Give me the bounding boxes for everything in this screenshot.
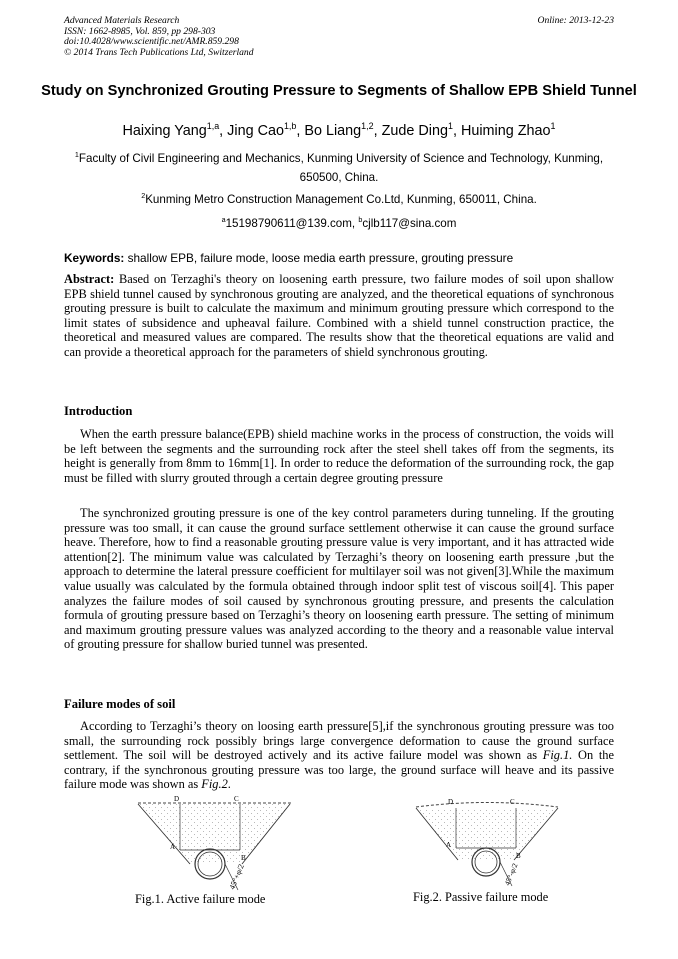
point-a-label: A xyxy=(446,841,452,849)
affiliation-2: $^2$Kunming Metro Construction Management Co.Ltd, Kunming, 650011, China. xyxy=(141,191,537,206)
author-sup: 1,2 xyxy=(361,121,374,132)
paper-title: Study on Synchronized Grouting Pressure to Segments of Shallow EPB Shield Tunnel xyxy=(41,83,637,99)
point-b-label: B xyxy=(516,852,521,860)
angle-label: 45°+φ/2 xyxy=(227,862,246,891)
abstract-text: Based on Terzaghi's theory on loosening earth pressure, two failure modes of soil upon shallow EPB shield tunnel caused by synchronous grouting are analyzed, and the theoretical equations of synchronous grouting pressure is built to calculate the maximum and minimum grouting pressure which correspond to the limit states of subsidence and upheaval failure. Combined with a shield tunnel construction practice, the theoretical and measured values are compared. The results show that the theoretical equations are valid and can provide a theoretical approach for the parameters of shield synchronous grouting. xyxy=(64,272,614,359)
point-a-label: A xyxy=(170,843,176,851)
point-d-label: D xyxy=(448,798,454,806)
point-b-label: B xyxy=(241,854,246,862)
soil-wedge xyxy=(138,804,290,864)
point-c-label: C xyxy=(234,795,239,803)
fig2-reference[interactable]: Fig.2 xyxy=(201,777,228,792)
affiliation-1: $^1$Faculty of Civil Engineering and Mechanics, Kunming University of Science and Technology, Kunming, 650500, China. xyxy=(74,150,604,184)
abstract xyxy=(64,272,614,360)
intro-paragraph-2: The synchronized grouting pressure is one of the key control parameters during tunneling. If the grouting pressure was too small, it can cause the ground surface settlement otherwise it can cause the ground surface heave. Therefore, how to find a reasonable grouting pressure value is very important, and it has attracted wide attention[2]. The minimum value was calculated by Terzaghi’s theory on loosening earth pressure ,but the approach to determine the lateral pressure coefficient for multilayer soil was not given[3].While the maximum value usually was calculated by the formula obtained through indoor split test of viscous soil[4]. This paper analyzes the failure modes of soil caused by synchronous grouting pressure, and presents the calculation formula of grouting pressure based on Terzaghi’s theory on loosening earth pressure. The setting of minimum and maximum grouting pressure values was analyzed according to the theory and a reasonable value interval of grouting pressure for shallow buried tunnel was presented. xyxy=(64,506,614,652)
author-sup: 1 xyxy=(447,121,453,132)
abstract-label: Abstract: xyxy=(64,272,115,286)
failure-paragraph: According to Terzaghi’s theory on loosing earth pressure[5],if the synchronous grouting pressure was too small, the surrounding rock possibly brings large convergence deformation to cause the ground surface settlement. The soil will be destroyed actively and its active failure model was shown as Fig.1. On the contrary, if the synchronous grouting pressure was too large, the ground surface will heave and its passive failure mode was shown as Fig.2. xyxy=(64,719,614,792)
running-header xyxy=(64,16,254,58)
author-name: Jing Cao xyxy=(227,123,284,139)
author-sup: 1,b xyxy=(283,121,297,132)
author-list: Haixing Yang$^{1,a}$, Jing Cao$^{1,b}$, Bo Liang$^{1,2}$, Zude Ding$^1$, Huiming Zhao$^1$ xyxy=(122,121,556,139)
copyright-line: © 2014 Trans Tech Publications Ltd, Switzerland xyxy=(64,46,254,58)
figure-1-active-failure-diagram xyxy=(130,794,300,892)
heaved-ground-line xyxy=(416,803,558,808)
author-name: Huiming Zhao xyxy=(460,123,551,139)
figure-2-passive-failure-diagram xyxy=(410,794,560,890)
failure-modes-heading: Failure modes of soil xyxy=(64,697,176,711)
keywords xyxy=(64,250,513,266)
keywords-text: shallow EPB, failure mode, loose media earth pressure, grouting pressure xyxy=(127,251,514,265)
author-sup: 1 xyxy=(550,121,556,132)
introduction-heading: Introduction xyxy=(64,404,133,418)
author-name: Zude Ding xyxy=(381,123,448,139)
doi-line: doi:10.4028/www.scientific.net/AMR.859.298 xyxy=(64,36,239,48)
email-a[interactable]: 15198790611@139.com, xyxy=(225,217,356,230)
email-line: $^a$15198790611@139.com, $^b$cjlb117@sina.com xyxy=(221,215,457,230)
online-date: Online: 2013-12-23 xyxy=(537,15,614,26)
author-name: Haixing Yang xyxy=(122,123,207,139)
point-d-label: D xyxy=(174,795,180,803)
fig1-reference[interactable]: Fig.1. xyxy=(542,748,573,763)
keywords-label: Keywords: xyxy=(64,251,125,265)
angle-label: 45°-φ/2 xyxy=(502,861,520,887)
issn-line: ISSN: 1662-8985, Vol. 859, pp 298-303 xyxy=(64,25,216,37)
author-name: Bo Liang xyxy=(304,123,362,139)
point-c-label: C xyxy=(510,798,515,806)
intro-paragraph-1: When the earth pressure balance(EPB) shield machine works in the process of construction, the voids will be left between the segments and the surrounding rock after the steel shell takes off from the segments, its height is generally from 8mm to 16mm[1]. In order to reduce the deformation of the surrounding rock, the gap must be filled with slurry grouted through a certain degree grouting pressure xyxy=(64,427,614,485)
email-b[interactable]: cjlb117@sina.com xyxy=(362,217,457,230)
figure-2-caption: Fig.2. Passive failure mode xyxy=(413,890,549,904)
figure-1-caption: Fig.1. Active failure mode xyxy=(135,892,266,906)
journal-name: Advanced Materials Research xyxy=(64,15,180,26)
author-sup: 1,a xyxy=(206,121,220,132)
